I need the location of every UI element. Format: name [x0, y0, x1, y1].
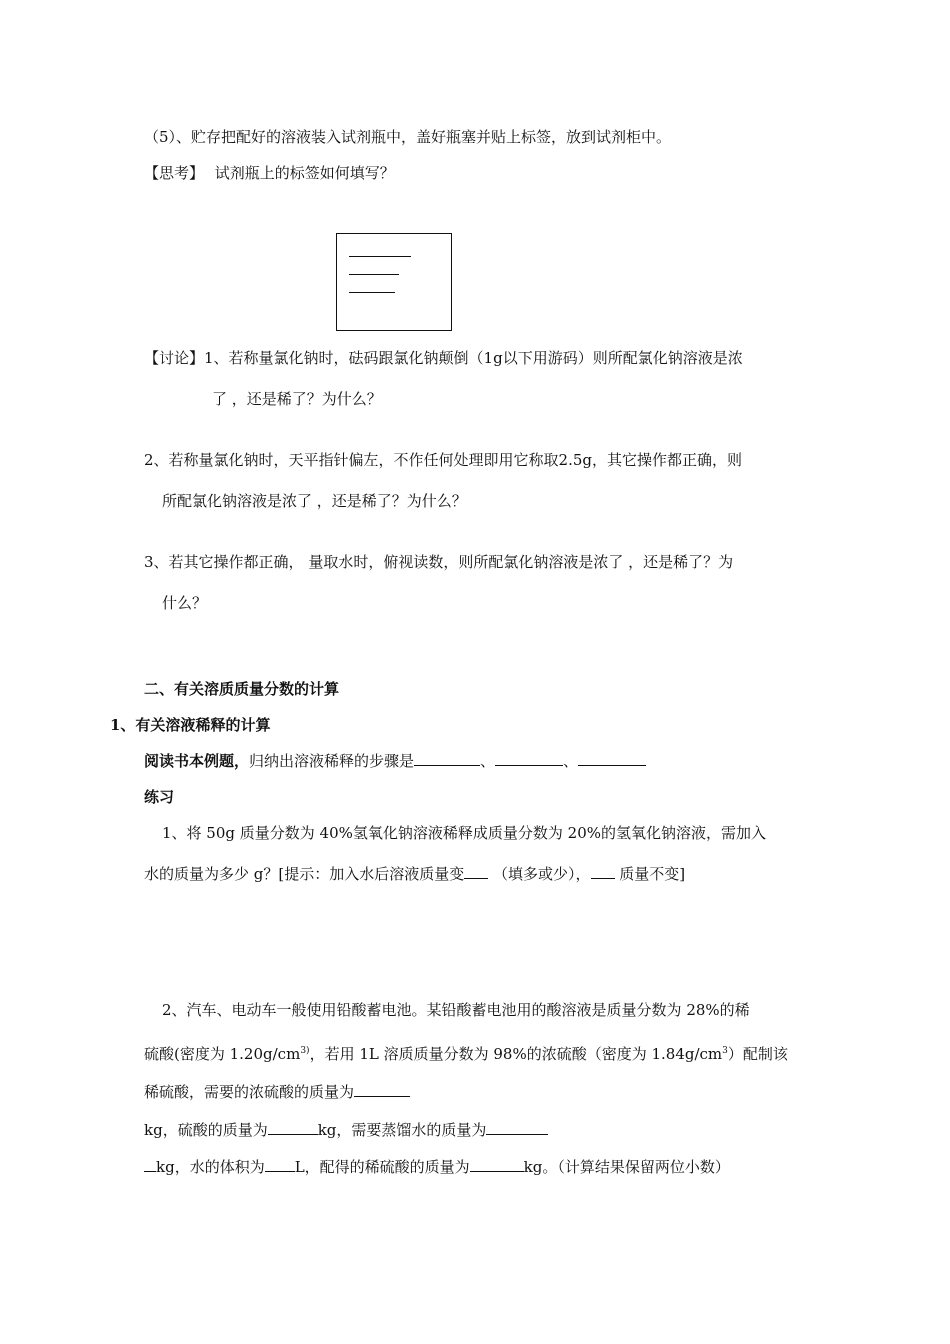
ex2-line5-part3: kg。（计算结果保留两位小数）	[523, 1158, 730, 1176]
ex2-line2-part2: ，若用 1L 溶质质量分数为 98%的浓硫酸（密度为 1.84g/cm	[309, 1045, 723, 1063]
think-paragraph	[144, 163, 395, 183]
think-question: 试剂瓶上的标签如何填写？	[214, 164, 395, 182]
ex2-line3	[144, 1082, 410, 1102]
discussion-q2-line2: 所配氯化钠溶液是浓了 ，还是稀了？为什么？	[162, 492, 467, 510]
practice-title: 练习	[144, 788, 175, 806]
ex1-line2-part2: （填多或少），	[488, 865, 591, 883]
ex2-blank-conc-acid[interactable]	[354, 1082, 410, 1097]
discussion-q2-line1: 2、若称量氯化钠时，天平指针偏左，不作任何处理即用它称取2.5g，其它操作都正确，则	[144, 451, 743, 469]
ex2-line3-text: 稀硫酸，需要的浓硫酸的质量为	[144, 1083, 355, 1101]
step5-text: （5）、贮存把配好的溶液装入试剂瓶中，盖好瓶塞并贴上标签，放到试剂柜中。	[144, 128, 672, 146]
ex1-line2	[144, 864, 685, 884]
ex2-blank-water-mass-cont[interactable]	[144, 1157, 156, 1172]
ex1-line2-part3: 质量不变]	[614, 865, 686, 883]
reading-paragraph	[144, 751, 646, 771]
reagent-label-box	[336, 233, 452, 331]
think-tag: 【思考】	[144, 164, 205, 182]
ex2-line1: 2、汽车、电动车一般使用铅酸蓄电池。某铅酸蓄电池用的酸溶液是质量分数为 28%的稀	[162, 1001, 750, 1019]
reading-text: 归纳出溶液稀释的步骤是	[249, 752, 415, 770]
discussion-q3-line2: 什么？	[162, 594, 208, 612]
dilution-step-blank-3[interactable]	[578, 751, 646, 766]
ex1-line2-part1: 水的质量为多少 g？[提示：加入水后溶液质量变	[144, 865, 465, 883]
dilution-step-blank-2[interactable]	[495, 751, 563, 766]
ex2-line5-part1: kg，水的体积为	[156, 1158, 265, 1176]
label-line-2	[349, 274, 399, 275]
ex2-line5-part2: L，配得的稀硫酸的质量为	[294, 1158, 470, 1176]
ex2-blank-dilute-acid-mass[interactable]	[470, 1157, 524, 1172]
ex1-blank-2[interactable]	[591, 864, 615, 879]
ex2-line5	[144, 1157, 730, 1177]
reading-sep-1: 、	[480, 752, 496, 770]
discussion-tag: 【讨论】	[144, 349, 205, 367]
ex2-blank-water-mass[interactable]	[486, 1120, 548, 1135]
ex2-sup-1: 3)	[300, 1046, 310, 1056]
ex2-line2-part1: 硫酸(密度为 1.20g/cm	[144, 1045, 301, 1063]
ex2-line2	[144, 1041, 788, 1064]
discussion-q1-text: 1、若称量氯化钠时，砝码跟氯化钠颠倒（1g以下用游码）则所配氯化钠溶液是浓	[204, 349, 743, 367]
reading-sep-2: 、	[563, 752, 579, 770]
label-line-3	[349, 292, 395, 293]
ex2-line2-part3: ）配制该	[727, 1045, 788, 1063]
ex2-line4	[144, 1120, 548, 1140]
section2-title: 二、有关溶质质量分数的计算	[144, 680, 340, 698]
ex2-blank-acid-mass[interactable]	[268, 1120, 318, 1135]
discussion-q1-line1	[144, 348, 743, 368]
subsection1-title: 1、有关溶液稀释的计算	[110, 716, 271, 734]
ex2-line4-part1: kg，硫酸的质量为	[144, 1121, 268, 1139]
discussion-q3-line1: 3、若其它操作都正确， 量取水时，俯视读数，则所配氯化钠溶液是浓了 ，还是稀了？为	[144, 553, 734, 571]
ex1-blank-1[interactable]	[464, 864, 488, 879]
dilution-step-blank-1[interactable]	[414, 751, 480, 766]
ex2-blank-water-volume[interactable]	[265, 1157, 295, 1172]
ex2-line4-part2: kg，需要蒸馏水的质量为	[317, 1121, 487, 1139]
discussion-q1-line2: 了 ，还是稀了？为什么？	[212, 390, 382, 408]
ex2-sup-2: 3	[722, 1046, 728, 1056]
reading-bold: 阅读书本例题，	[144, 752, 250, 770]
ex1-line1: 1、将 50g 质量分数为 40%氢氧化钠溶液稀释成质量分数为 20%的氢氧化钠溶液，需加入	[162, 824, 766, 842]
label-line-1	[349, 256, 411, 257]
